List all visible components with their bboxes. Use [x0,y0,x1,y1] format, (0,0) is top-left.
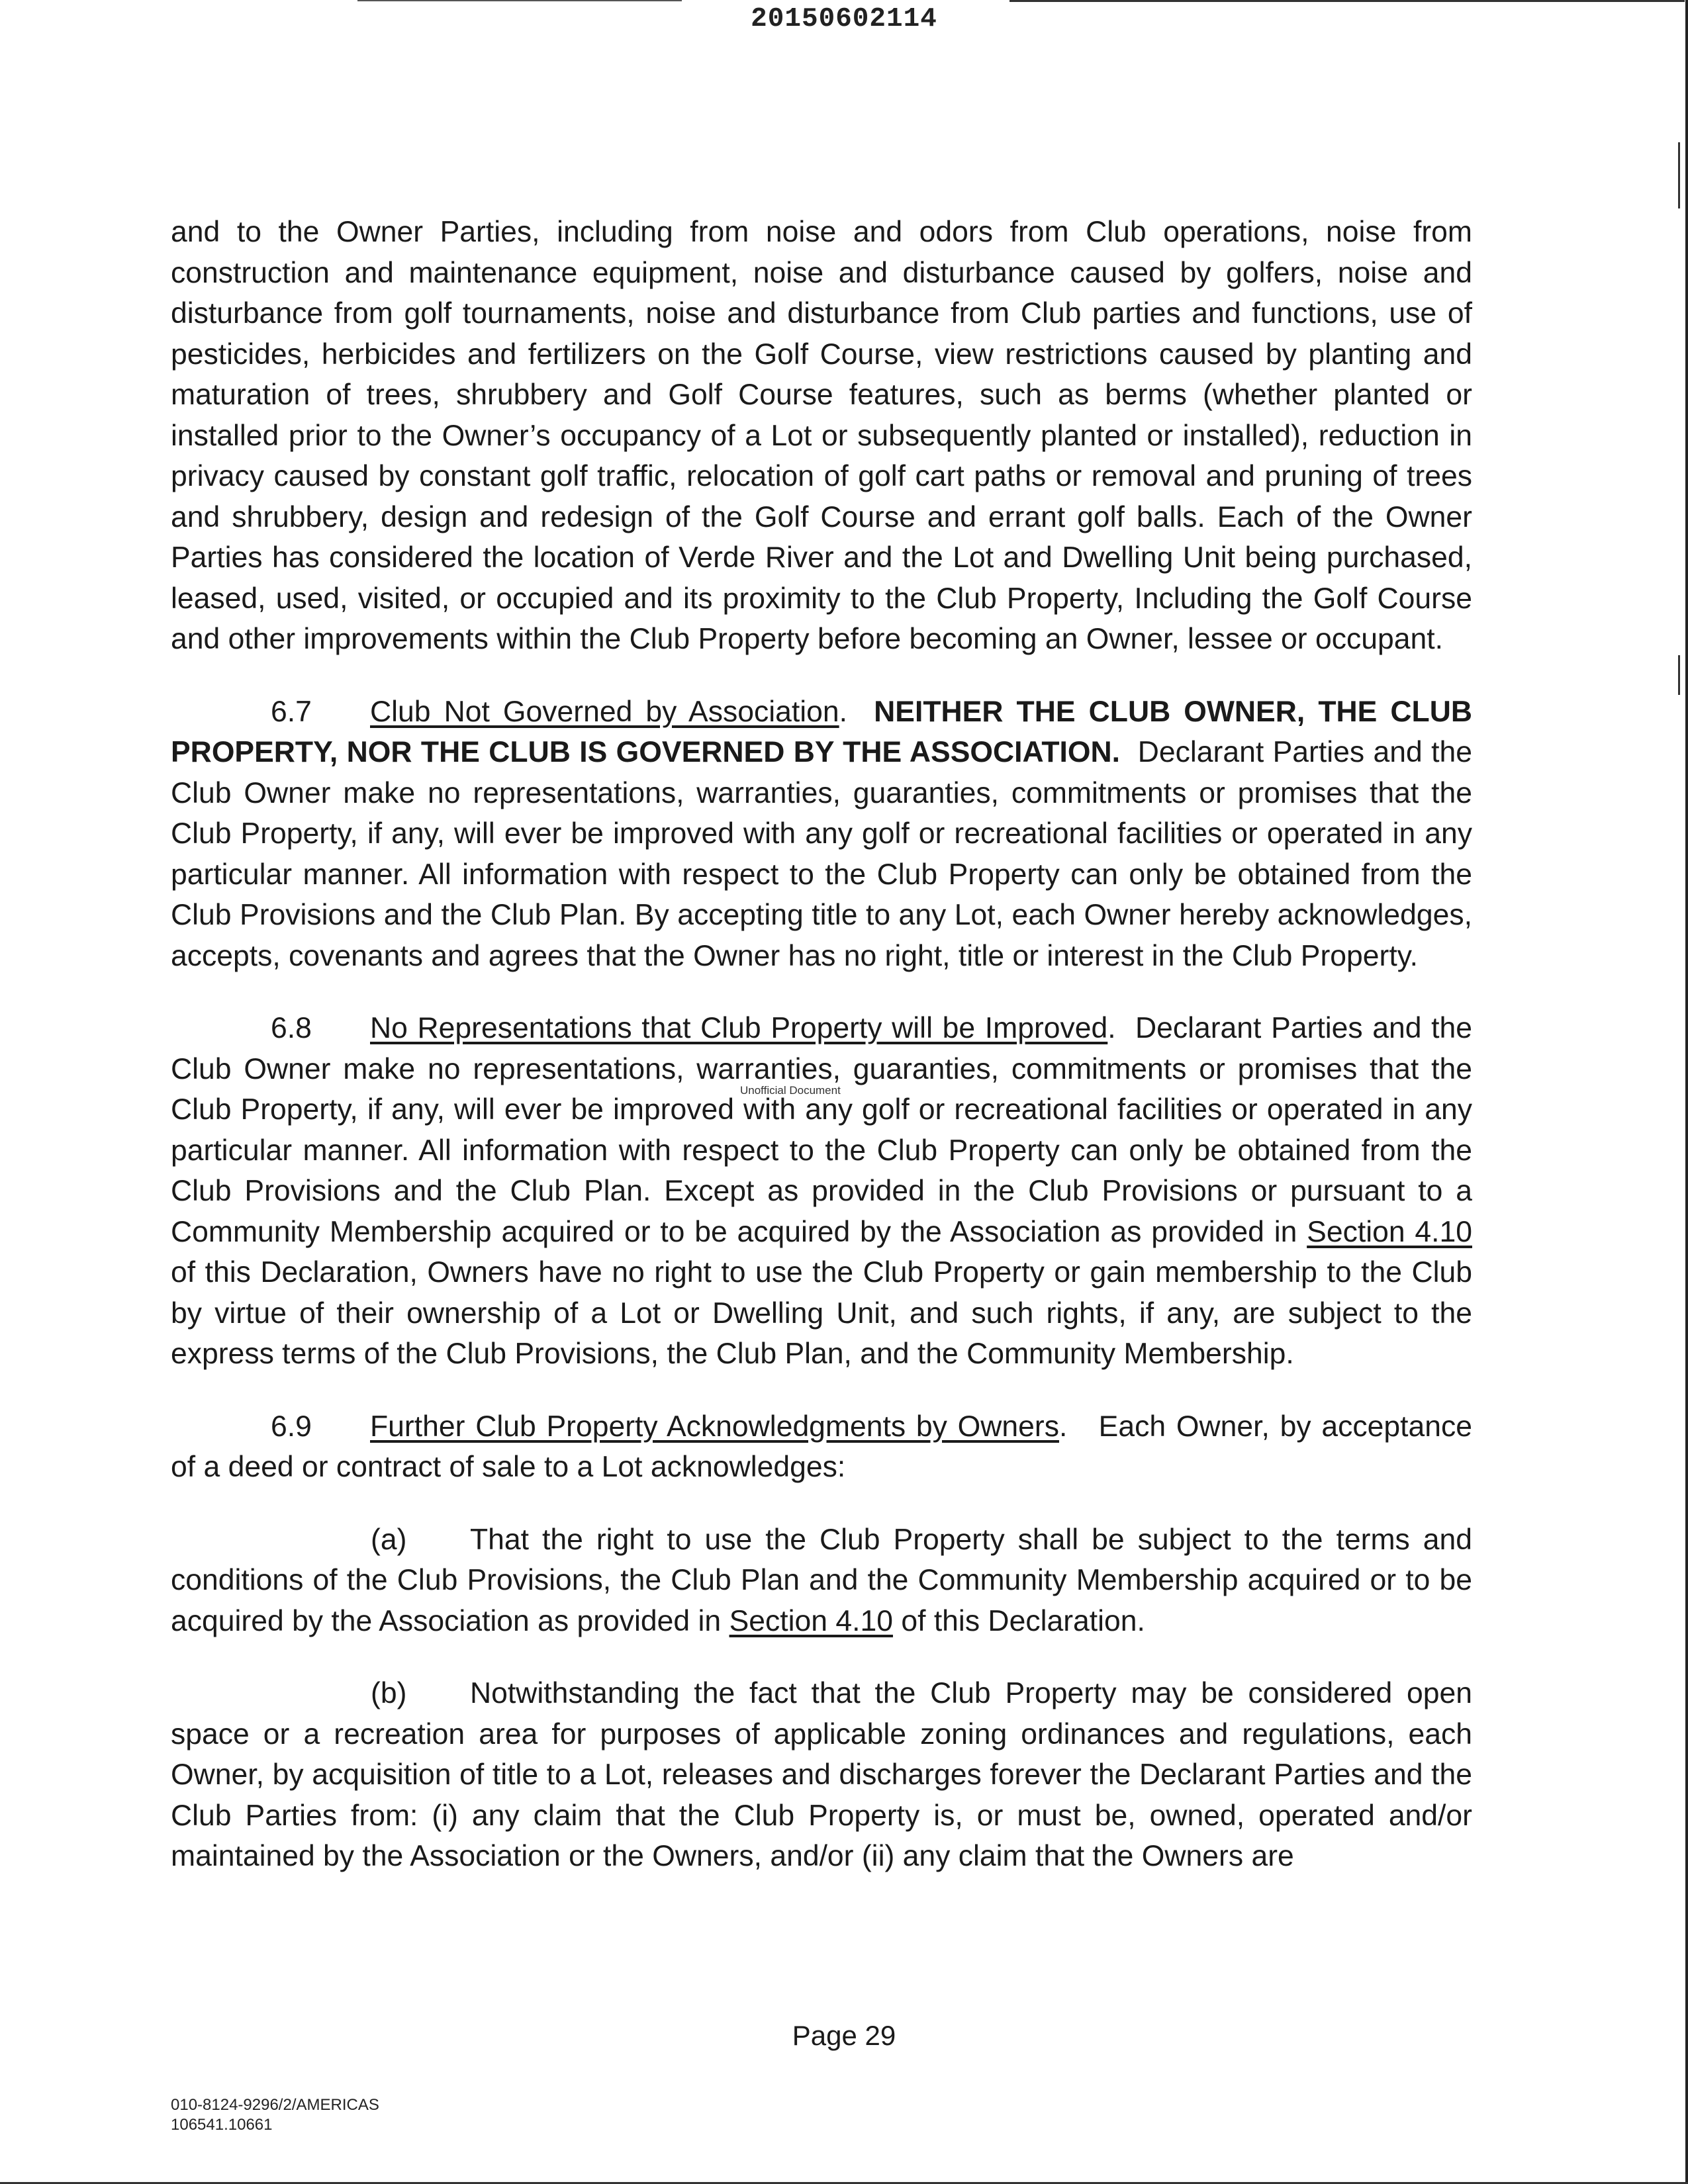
section-bold-statement: NEITHER THE CLUB OWNER, THE CLUB PROPERTY, NOR THE CLUB IS GOVERNED BY THE ASSOCIATION. [171,695,1472,768]
section-title: Further Club Property Acknowledgments by Owners [370,1410,1059,1443]
right-margin-mark [1678,655,1680,695]
top-rule-left [357,0,682,1]
subsection-label: (a) [371,1523,407,1556]
section-text: Each Owner, by acceptance of a deed or contract of sale to a Lot acknowledges: [171,1410,1472,1483]
subsection-text: of this Declaration. [901,1604,1145,1637]
section-text: Declarant Parties and the Club Owner make no representations, warranties, guaranties, commitments or promises that the Club Property, if any, will ever be improved with any golf or recreational facilities or operated in any particular manner. All information with respect to the Club Property can only be obtained from the Club Provisions and the Club Plan. By accepting title to any Lot, each Owner hereby acknowledges, accepts, covenants and agrees that the Owner has no right, title or interest in the Club Property. [171,736,1472,972]
document-body [171,212,1472,1909]
right-margin-mark [1678,142,1680,208]
footer-line: 010-8124-9296/2/AMERICAS [171,2096,379,2114]
section-number: 6.7 [271,695,312,728]
subsection-text: That the right to use the Club Property shall be subject to the terms and conditions of the Club Provisions, the Club Plan and the Community Membership acquired or to be acquired by the Association as provided in [171,1523,1472,1637]
section-number: 6.8 [271,1012,312,1044]
section-reference: Section 4.10 [729,1604,893,1637]
section-6-9: 6.9 Further Club Property Acknowledgments by Owners. Each Owner, by acceptance of a deed or contract of sale to a Lot acknowledges: [171,1406,1472,1488]
section-reference: Section 4.10 [1307,1215,1472,1248]
paragraph-continuation [171,212,1472,660]
top-rule-right [1009,0,1685,2]
footer-line: 106541.10661 [171,2116,273,2134]
section-title: No Representations that Club Property will be Improved [370,1012,1108,1044]
subsection-label: (b) [371,1677,407,1709]
section-title: Club Not Governed by Association [370,695,839,728]
unofficial-document-watermark: Unofficial Document [740,1084,841,1097]
right-edge-line [1685,0,1688,2184]
subsection-text: Notwithstanding the fact that the Club Property may be considered open space or a recreation area for purposes of applicable zoning ordinances and regulations, each Owner, by acquisition of title to a Lot, releases and discharges forever the Declarant Parties and the Club Parties from: (i) any claim that the Club Property is, or must be, owned, operated and/or maintained by the Association or the Owners, and/or (ii) any claim that the Owners are [171,1677,1472,1872]
page-number: Page 29 [792,2020,896,2051]
recording-number: 20150602114 [751,4,937,34]
subsection-a [171,1520,1472,1642]
section-6-8: 6.8 No Representations that Club Property will be Improved. Declarant Parties and the Club Owner make no representations, warranties, guaranties, commitments or promises that the Club Property, if any, will ever be improved with any golf or recreational facilities or operated in any particular manner. All information with respect to the Club Property can only be obtained from the Club Provisions and the Club Plan. Except as provided in the Club Provisions or pursuant to a Community Membership acquired or to be acquired by the Association as provided in Section 4.10 of this Declaration, Owners have no right to use the Club Property or gain membership to the Club by virtue of their ownership of a Lot or Dwelling Unit, and such rights, if any, are subject to the express terms of the Club Provisions, the Club Plan, and the Community Membership. [171,1008,1472,1375]
paragraph-text: and to the Owner Parties, including from noise and odors from Club operations, noise from construction and maintenance equipment, noise and disturbance caused by golfers, noise and disturbance from golf tournaments, noise and disturbance from Club parties and functions, use of pesticides, herbicides and fertilizers on the Golf Course, view restrictions caused by planting and maturation of trees, shrubbery and Golf Course features, such as berms (whether planted or installed prior to the Owner’s occupancy of a Lot or subsequently planted or installed), reduction in privacy caused by constant golf traffic, relocation of golf cart paths or removal and pruning of trees and shrubbery, design and redesign of the Golf Course and errant golf balls. Each of the Owner Parties has considered the location of Verde River and the Lot and Dwelling Unit being purchased, leased, used, visited, or occupied and its proximity to the Club Property, Including the Golf Course and other improvements within the Club Property before becoming an Owner, lessee or occupant. [171,216,1472,655]
section-number: 6.9 [271,1410,312,1443]
section-6-7: 6.7 Club Not Governed by Association. NEITHER THE CLUB OWNER, THE CLUB PROPERTY, NOR THE CLUB IS GOVERNED BY THE ASSOCIATION. Declarant Parties and the Club Owner make no representations, warranties, guaranties, commitments or promises that the Club Property, if any, will ever be improved with any golf or recreational facilities or operated in any particular manner. All information with respect to the Club Property can only be obtained from the Club Provisions and the Club Plan. By accepting title to any Lot, each Owner hereby acknowledges, accepts, covenants and agrees that the Owner has no right, title or interest in the Club Property. [171,692,1472,977]
subsection-b [171,1673,1472,1877]
section-text: Declarant Parties and the Club Owner make no representations, warranties, guaranties, commitments or promises that the Club Property, if any, will ever be improved with any golf or recreational facilities or operated in any particular manner. All information with respect to the Club Property can only be obtained from the Club Provisions and the Club Plan. Except as provided in the Club Provisions or pursuant to a Community Membership acquired or to be acquired by the Association as provided in [171,1012,1473,1248]
section-text: of this Declaration, Owners have no right to use the Club Property or gain membership to the Club by virtue of their ownership of a Lot or Dwelling Unit, and such rights, if any, are subject to the express terms of the Club Provisions, the Club Plan, and the Community Membership. [171,1256,1472,1370]
document-footer [171,2095,379,2135]
